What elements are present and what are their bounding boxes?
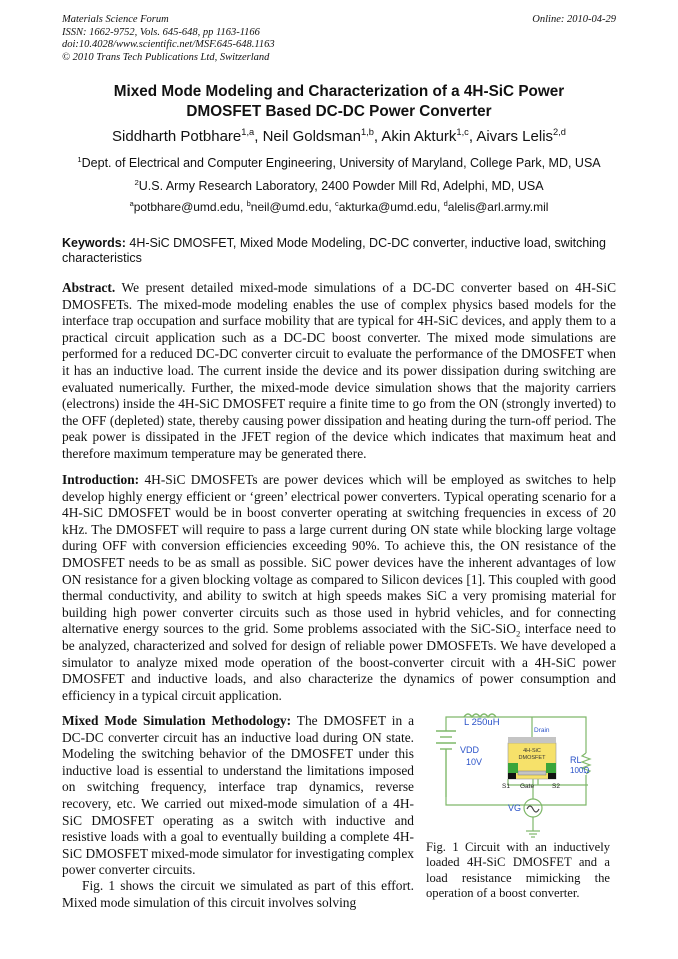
keywords-label: Keywords:	[62, 236, 126, 250]
vg-label: VG	[508, 803, 522, 813]
device-label-line2: DMOSFET	[518, 755, 546, 761]
circuit-diagram	[424, 713, 618, 841]
email-list: $^a$potbhare@umd.edu, $^b$neil@umd.edu, $^c$akturka@umd.edu, $^d$alelis@arl.army.mil	[129, 199, 549, 214]
introduction	[62, 472, 616, 704]
online-date: Online: 2010-04-29	[532, 14, 616, 25]
author-superscript: 1,c	[456, 127, 469, 137]
figure-caption: Fig. 1 Circuit with an inductively loaded 4H-SiC DMOSFET and a load resistance mimicking the operation of a boost converter.	[426, 840, 610, 901]
rl-value: 100Ω	[570, 766, 590, 775]
affiliation-1	[62, 156, 616, 170]
abstract-text: We present detailed mixed-mode simulations of a DC-DC converter based on 4H-SiC DMOSFETs. The mixed-mode modeling enables the use of complex physics based models for the interface trap occupation and surface mobility that are typical for 4H-SiC devices, and apply them to a practical circuit application such as a DC-DC boost converter. The mixed mode simulations are performed for a reduced DC-DC converter circuit to evaluate the performance of the DMOSFET when it has an inductive load. The current inside the device and its power dissipation during switching are evaluated numerically. Further, the mixed-mode device simulation shows that the majority carriers (electrons) inside the 4H-SiC DMOSFET require a finite time to go from the ON (strongly inverted) to the OFF (depleted) state, thereby causing power dissipation and heating during the turn-off period. The peak power is dissipated in the JFET region of the device which indicates that maximum heat and therefore maximum temperature may be generated there.	[62, 280, 616, 461]
author-name: Neil Goldsman	[262, 128, 361, 145]
email-address[interactable]: akturka@umd.edu	[338, 200, 437, 214]
inductor-label: L 250uH	[464, 717, 500, 728]
affiliation-mark: 1	[77, 154, 82, 164]
keywords	[62, 236, 616, 266]
introduction-text-continued: interface need to be analyzed, characterized and solved for design of reliable power DMOSFETs. We have developed a simulator to analyze mixed mode operation of the boost-converter circuit with a 4H-SiC power DMOSFET and inductive loads, and also characterize the dynamics of power consumption and efficiency in a typical circuit application.	[62, 621, 616, 703]
introduction-text: 4H-SiC DMOSFETs are power devices which will be employed as switches to help develop highly energy efficient or ‘green’ electrical power converters. Typical operating scenario for a 4H-SiC DMOSFET would be in boost converter operating at switching frequencies in excess of 20 kHz. The DMOSFET will require to pass a large current during ON state while blocking large voltage during OFF with conversion efficiencies exceeding 90%. To achieve this, the ON resistance of the DMOSFET needs to be as small as possible. SiC power devices have the inherent advantages of low ON resistance for a given blocking voltage as compared to Silicon devices [1]. This coupled with good thermal conductivity, and ability to switch at high speeds makes SiC a very promising material for building high power converter circuits such as those used in hybrid vehicles, and for connecting alternative energy sources to the grid. Some problems associated with the SiC-SiO	[62, 472, 616, 637]
abstract-label: Abstract.	[62, 280, 116, 295]
subscript: 2	[516, 630, 521, 640]
methodology-paragraph-2: Fig. 1 shows the circuit we simulated as part of this effort. Mixed mode simulation of this circuit involves solving	[62, 878, 414, 910]
dc-source-icon	[436, 731, 456, 797]
author-superscript: 1,a	[241, 127, 255, 137]
email-address[interactable]: alelis@arl.army.mil	[447, 200, 549, 214]
email-mark: d	[443, 199, 448, 208]
copyright-line: © 2010 Trans Tech Publications Ltd, Switzerland	[62, 51, 270, 63]
methodology-label: Mixed Mode Simulation Methodology:	[62, 713, 292, 728]
rl-label: RL	[570, 755, 582, 765]
voltage-source-vg-icon	[524, 799, 542, 817]
keywords-text: 4H-SiC DMOSFET, Mixed Mode Modeling, DC-DC converter, inductive load, switching characteristics	[62, 236, 606, 265]
methodology-text: The DMOSFET in a DC-DC converter circuit has an inductive load during ON state. Modeling the switching behavior of the DMOSFET under this inductive load is essential to understand the limitations imposed on switching frequency, interface trap dynamics, reverse recovery, etc. We carried out mixed-mode simulation of a 4H-SiC DMOSFET operating as a switch with inductive and resistive loads with a goal to eventually building a complete 4H-SiC DMOSFET mixed-mode simulator for investigating complex power converter circuits.	[62, 713, 415, 878]
email-mark: a	[129, 199, 134, 208]
author-name: Siddharth Potbhare	[112, 128, 242, 145]
ground-icon	[526, 831, 540, 837]
drain-label: Drain	[534, 727, 550, 734]
affiliation-2	[62, 179, 616, 193]
gate-label: Gate	[520, 783, 535, 790]
title-line-2: DMOSFET Based DC-DC Power Converter	[186, 103, 492, 120]
journal-header	[62, 14, 616, 64]
device-label-line1: 4H-SiC	[523, 748, 541, 754]
issn-line: ISSN: 1662-9752, Vols. 645-648, pp 1163-1166	[62, 26, 260, 38]
journal-name: Materials Science Forum	[62, 14, 169, 25]
introduction-label: Introduction:	[62, 472, 140, 487]
methodology-section	[62, 713, 414, 879]
affiliation-text: Dept. of Electrical and Computer Engineering, University of Maryland, College Park, MD, USA	[81, 156, 601, 170]
vdd-label: VDD	[460, 745, 480, 755]
email-mark: c	[335, 199, 339, 208]
doi-line: doi:10.4028/www.scientific.net/MSF.645-648.1163	[62, 39, 275, 51]
author-superscript: 2,d	[553, 127, 566, 137]
abstract	[62, 280, 616, 463]
email-mark: b	[246, 199, 251, 208]
author-list: Siddharth Potbhare$^{1,a}$, Neil Goldsman$^{1,b}$, Akin Akturk$^{1,c}$, Aivars Lelis$^{2,d}$	[112, 127, 566, 145]
s1-label: S1	[502, 783, 510, 790]
title-line-1: Mixed Mode Modeling and Characterization of a 4H-SiC Power	[113, 83, 565, 100]
author-name: Aivars Lelis	[476, 128, 554, 145]
affiliation-mark: 2	[134, 177, 139, 187]
s2-label: S2	[552, 783, 560, 790]
email-address[interactable]: neil@umd.edu	[250, 200, 329, 214]
affiliation-text: U.S. Army Research Laboratory, 2400 Powder Mill Rd, Adelphi, MD, USA	[138, 179, 544, 193]
vdd-value: 10V	[466, 757, 483, 767]
author-superscript: 1,b	[360, 127, 374, 137]
author-name: Akin Akturk	[381, 128, 457, 145]
paper-title	[62, 82, 616, 122]
email-address[interactable]: potbhare@umd.edu	[133, 200, 240, 214]
